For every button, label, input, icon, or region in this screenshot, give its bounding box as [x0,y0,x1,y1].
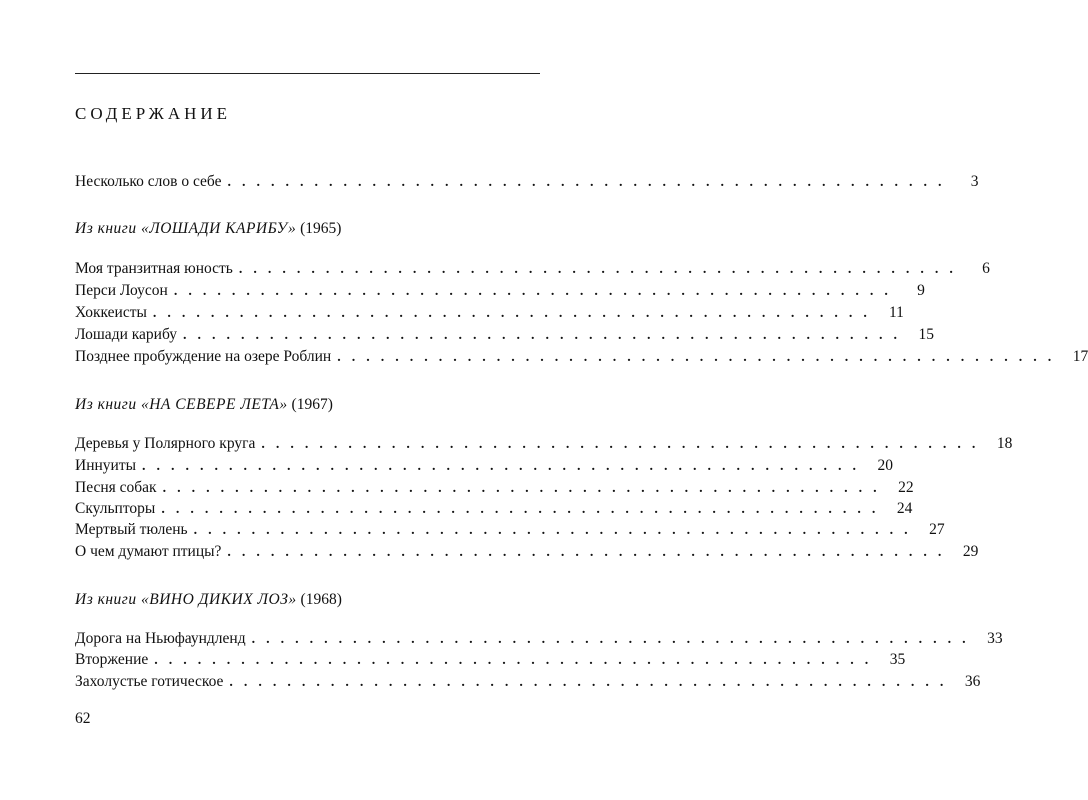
section-year: (1967) [291,396,333,413]
toc-entry-title: Перси Лоусон [75,282,168,299]
toc-entry [75,479,914,499]
toc-entry-title: Захолустье готическое [75,673,224,690]
section-book-title: Из книги «НА СЕВЕРЕ ЛЕТА» [75,396,288,413]
toc-entry-page: 36 [964,673,981,690]
section-year: (1965) [300,220,342,237]
toc-entry-page: 29 [962,543,979,560]
page-title: СОДЕРЖАНИЕ [75,104,232,123]
toc-entry-title: Дорога на Ньюфаундленд [75,630,246,647]
page-number: 62 [75,710,91,727]
toc-entry [75,326,935,346]
dot-leader: .................................................. [142,459,868,474]
toc-entry-page: 24 [896,500,913,517]
toc-entry-title: Лошади карибу [75,326,178,343]
toc-entry-page: 3 [970,173,979,190]
toc-entry [75,521,945,541]
toc-entry-title: Хоккеисты [75,304,147,321]
toc-entry [75,348,1088,368]
dot-leader: .................................................. [337,350,1063,365]
toc-entry-page: 15 [918,326,935,343]
toc-entry [75,435,1013,455]
toc-entry-title: Позднее пробуждение на озере Роблин [75,348,332,365]
dot-leader: .................................................. [227,545,953,560]
toc-entry [75,282,925,302]
dot-leader: .................................................. [227,175,953,190]
toc-entry-page: 18 [996,435,1013,452]
dot-leader: .................................................. [251,632,977,647]
toc-entry-page: 22 [898,479,914,496]
dot-leader: .................................................. [154,653,880,668]
dot-leader: .................................................. [183,328,909,343]
toc-entry-page: 35 [889,651,906,668]
dot-leader: .................................................. [229,675,955,690]
toc-entry [75,457,894,477]
toc-entry-title: Вторжение [75,651,149,668]
toc-entry [75,543,979,563]
toc-entry-page: 11 [888,304,904,321]
toc-entry-title: Песня собак [75,479,157,496]
toc-entry-title: Иннуиты [75,457,137,474]
section-book-title: Из книги «ЛОШАДИ КАРИБУ» [75,220,297,237]
section-heading-1 [75,220,341,238]
toc-entry-title: Мертвый тюлень [75,521,188,538]
toc-entry-page: 27 [929,521,945,538]
toc-entry-title: Моя транзитная юность [75,260,233,277]
section-year: (1968) [300,591,342,608]
toc-entry-page: 17 [1072,348,1088,365]
toc-entry [75,630,1003,650]
toc-entry-page: 33 [987,630,1003,647]
toc-entry-page: 20 [877,457,894,474]
dot-leader: .................................................. [238,262,964,277]
section-book-title: Из книги «ВИНО ДИКИХ ЛОЗ» [75,591,297,608]
toc-entry-intro [75,173,979,193]
toc-entry-title: Несколько слов о себе [75,173,222,190]
top-rule [75,73,540,74]
toc-entry [75,304,904,324]
dot-leader: .................................................. [161,502,887,517]
dot-leader: .................................................. [261,437,987,452]
section-heading-3 [75,591,342,609]
section-heading-2 [75,396,333,414]
toc-entry-page: 9 [917,282,925,299]
dot-leader: .................................................. [193,523,919,538]
toc-entry [75,673,981,693]
dot-leader: .................................................. [152,306,878,321]
toc-entry-title: О чем думают птицы? [75,543,222,560]
toc-entry-title: Деревья у Полярного круга [75,435,256,452]
toc-entry-title: Скульпторы [75,500,156,517]
toc-entry [75,651,906,671]
dot-leader: .................................................. [173,284,899,299]
dot-leader: .................................................. [162,481,888,496]
toc-entry [75,500,913,520]
toc-entry-page: 6 [982,260,990,277]
toc-entry [75,260,990,280]
